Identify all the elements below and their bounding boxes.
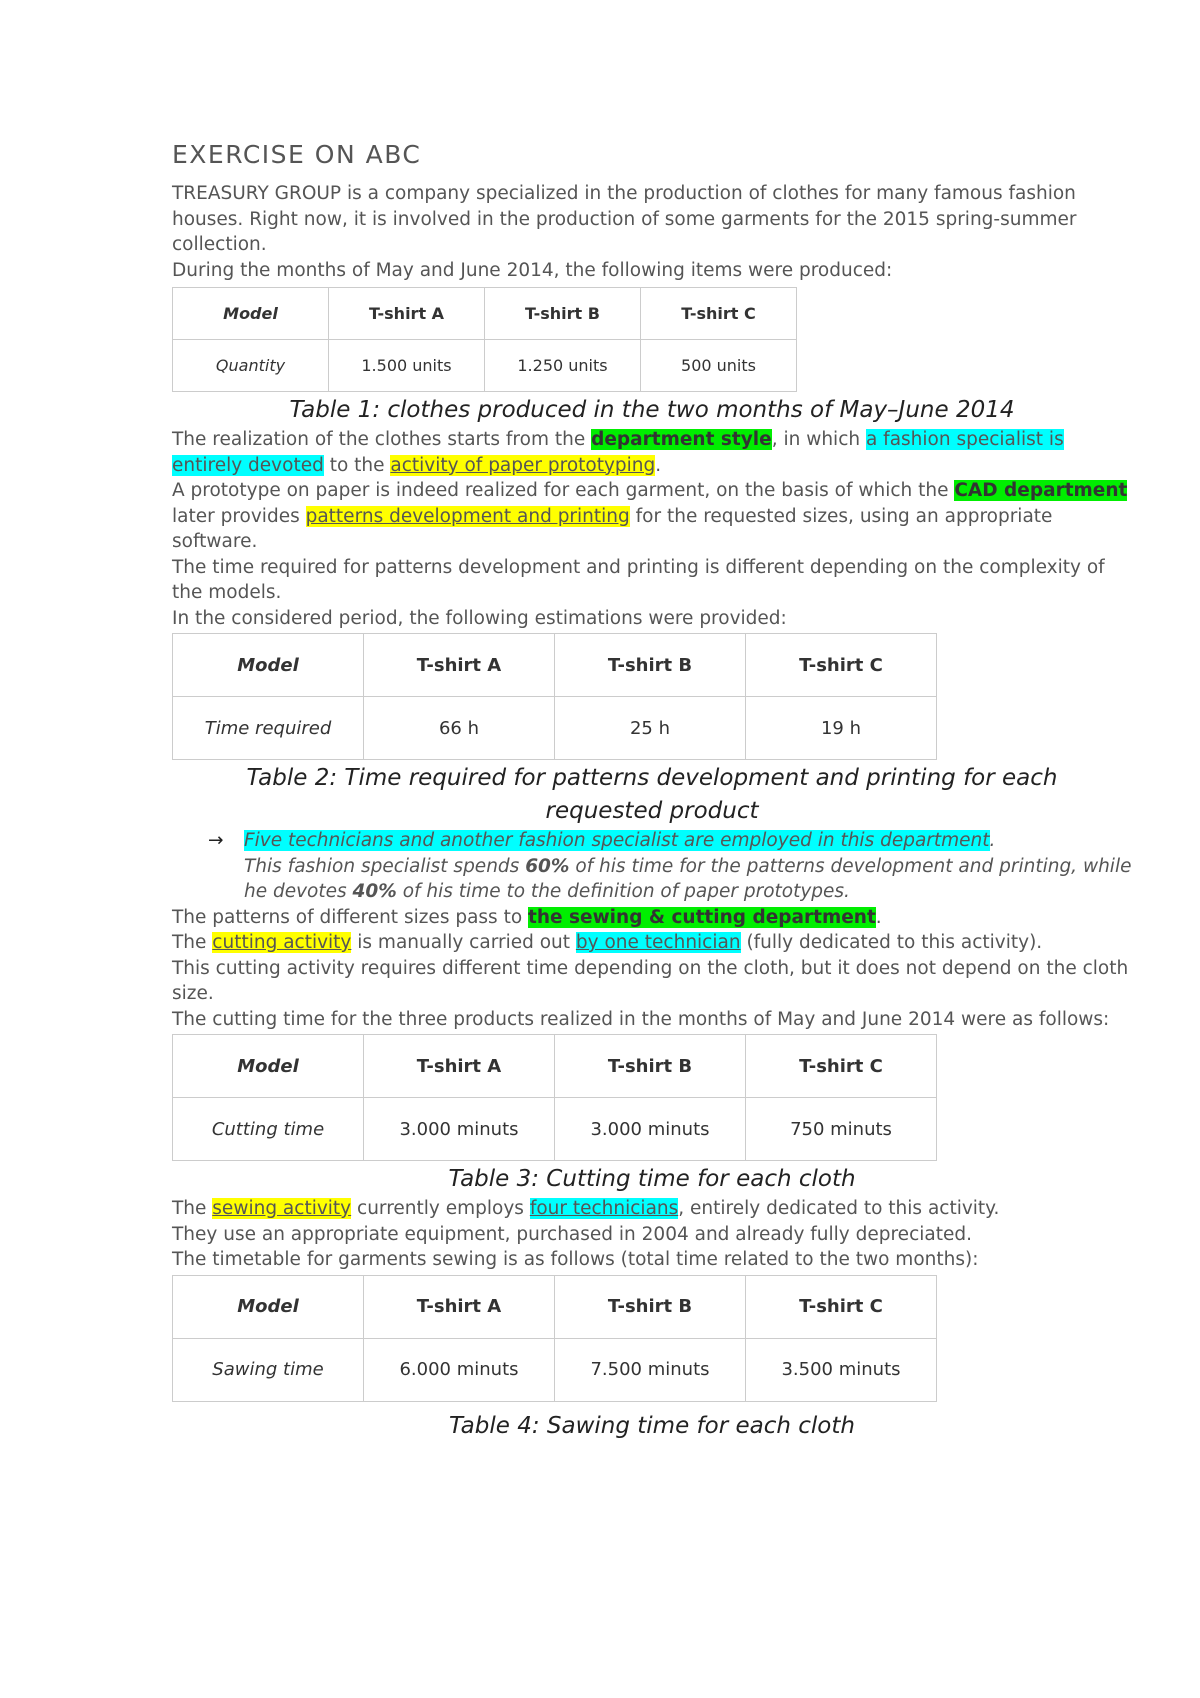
table-cell: Model — [173, 1035, 364, 1098]
table-cell: Cutting time — [173, 1098, 364, 1161]
highlight-green: CAD department — [954, 480, 1128, 501]
highlight-cyan: by one technician — [575, 932, 741, 953]
paragraph-cutting-time-intro: The cutting time for the three products realized in the months of May and June 2014 were as follows: — [172, 1008, 1110, 1030]
table-caption: Table 4: Sawing time for each cloth — [449, 1412, 855, 1439]
table-cell: 1.250 units — [485, 340, 641, 392]
table-row — [173, 288, 797, 340]
table-caption: Table 2: Time required for patterns development and printing for each requested product — [246, 765, 1058, 824]
table-cell: 1.500 units — [329, 340, 485, 392]
paragraph-cad-department: A prototype on paper is indeed realized for each garment, on the basis of which the CAD department later provides patterns development and printing for the requested sizes, using an appropriate software. — [172, 480, 1128, 552]
table-cell: 750 minuts — [746, 1098, 937, 1161]
table-cell: 3.000 minuts — [364, 1098, 555, 1161]
table-clothes-produced — [172, 287, 797, 392]
note-fashion-specialist: → Five technicians and another fashion specialist are employed in this department. This fashion specialist spends 60% of his time for the patterns development and printing, while he devotes 40% of his time to the definition of paper prototypes. — [208, 830, 1132, 902]
table-cell: 66 h — [364, 697, 555, 760]
table-time-required — [172, 633, 937, 760]
table-cell: T-shirt C — [641, 288, 797, 340]
table-row — [173, 1098, 937, 1161]
table-cell: 3.000 minuts — [555, 1098, 746, 1161]
table-cell: T-shirt B — [555, 634, 746, 697]
table-cell: T-shirt C — [746, 1275, 937, 1338]
highlight-yellow: patterns development and printing — [305, 505, 630, 527]
table-cell: 6.000 minuts — [364, 1338, 555, 1401]
table-row — [173, 634, 937, 697]
paragraph-department-style: The realization of the clothes starts from the department style, in which a fashion specialist is entirely devoted to the activity of paper prototyping. — [172, 429, 1064, 476]
paragraph-time-required: The time required for patterns development and printing is different depending on the complexity of the models. — [172, 556, 1105, 603]
table-cell: T-shirt C — [746, 634, 937, 697]
table-cell: T-shirt A — [364, 634, 555, 697]
table-cell: T-shirt A — [329, 288, 485, 340]
table-cell: Model — [173, 634, 364, 697]
paragraph-cutting-time-note: This cutting activity requires different time depending on the cloth, but it does not depend on the cloth size. — [172, 957, 1129, 1004]
table-row — [173, 1338, 937, 1401]
table-cell: T-shirt B — [555, 1275, 746, 1338]
document-title: EXERCISE ON ABC — [172, 140, 422, 169]
table-cell: Quantity — [173, 340, 329, 392]
highlight-cyan: Five technicians and another fashion specialist are employed in this department — [244, 830, 990, 851]
table-cell: 500 units — [641, 340, 797, 392]
table-caption: Table 3: Cutting time for each cloth — [448, 1166, 856, 1192]
table-cell: Model — [173, 288, 329, 340]
table-row — [173, 1275, 937, 1338]
table-cell: 3.500 minuts — [746, 1338, 937, 1401]
table-cell: 25 h — [555, 697, 746, 760]
table-cell: Sawing time — [173, 1338, 364, 1401]
table-cell: 7.500 minuts — [555, 1338, 746, 1401]
highlight-green: department style — [591, 429, 772, 450]
table-cell: T-shirt C — [746, 1035, 937, 1098]
intro-paragraph-2: During the months of May and June 2014, the following items were produced: — [172, 259, 893, 281]
table-cell: Time required — [173, 697, 364, 760]
paragraph-sewing-cutting: The patterns of different sizes pass to the sewing & cutting department. — [172, 906, 882, 928]
document-page — [172, 140, 1132, 1443]
table-cell: T-shirt B — [485, 288, 641, 340]
table-caption: Table 1: clothes produced in the two months of May–June 2014 — [289, 397, 1015, 423]
table-sewing-time — [172, 1275, 937, 1402]
arrow-icon: → — [208, 830, 224, 851]
table-cell: Model — [173, 1275, 364, 1338]
highlight-yellow: activity of paper prototyping — [390, 454, 656, 476]
table-cell: T-shirt A — [364, 1275, 555, 1338]
table-cell: 19 h — [746, 697, 937, 760]
table-cell: T-shirt B — [555, 1035, 746, 1098]
table-row — [173, 697, 937, 760]
paragraph-timetable: The timetable for garments sewing is as follows (total time related to the two months): — [172, 1249, 979, 1270]
highlight-yellow: cutting activity — [212, 932, 352, 953]
intro-paragraph: TREASURY GROUP is a company specialized in the production of clothes for many famous fashion houses. Right now, it is involved in the production of some garments for the 2015 spring-summer collection. — [172, 183, 1077, 255]
paragraph-estimations: In the considered period, the following estimations were provided: — [172, 607, 787, 629]
table-row — [173, 340, 797, 392]
highlight-yellow: sewing activity — [212, 1198, 352, 1219]
highlight-cyan: four technicians — [529, 1198, 679, 1219]
highlight-cyan: a fashion specialist is entirely devoted — [172, 429, 1064, 476]
table-cell: T-shirt A — [364, 1035, 555, 1098]
paragraph-sewing-activity: The sewing activity currently employs four technicians, entirely dedicated to this activity. — [172, 1198, 1000, 1219]
table-row — [173, 1035, 937, 1098]
table-cutting-time — [172, 1034, 937, 1161]
highlight-green: the sewing & cutting department — [528, 906, 876, 928]
paragraph-cutting-activity: The cutting activity is manually carried out by one technician (fully dedicated to this activity). — [172, 932, 1043, 953]
paragraph-equipment: They use an appropriate equipment, purchased in 2004 and already fully depreciated. — [172, 1223, 972, 1245]
